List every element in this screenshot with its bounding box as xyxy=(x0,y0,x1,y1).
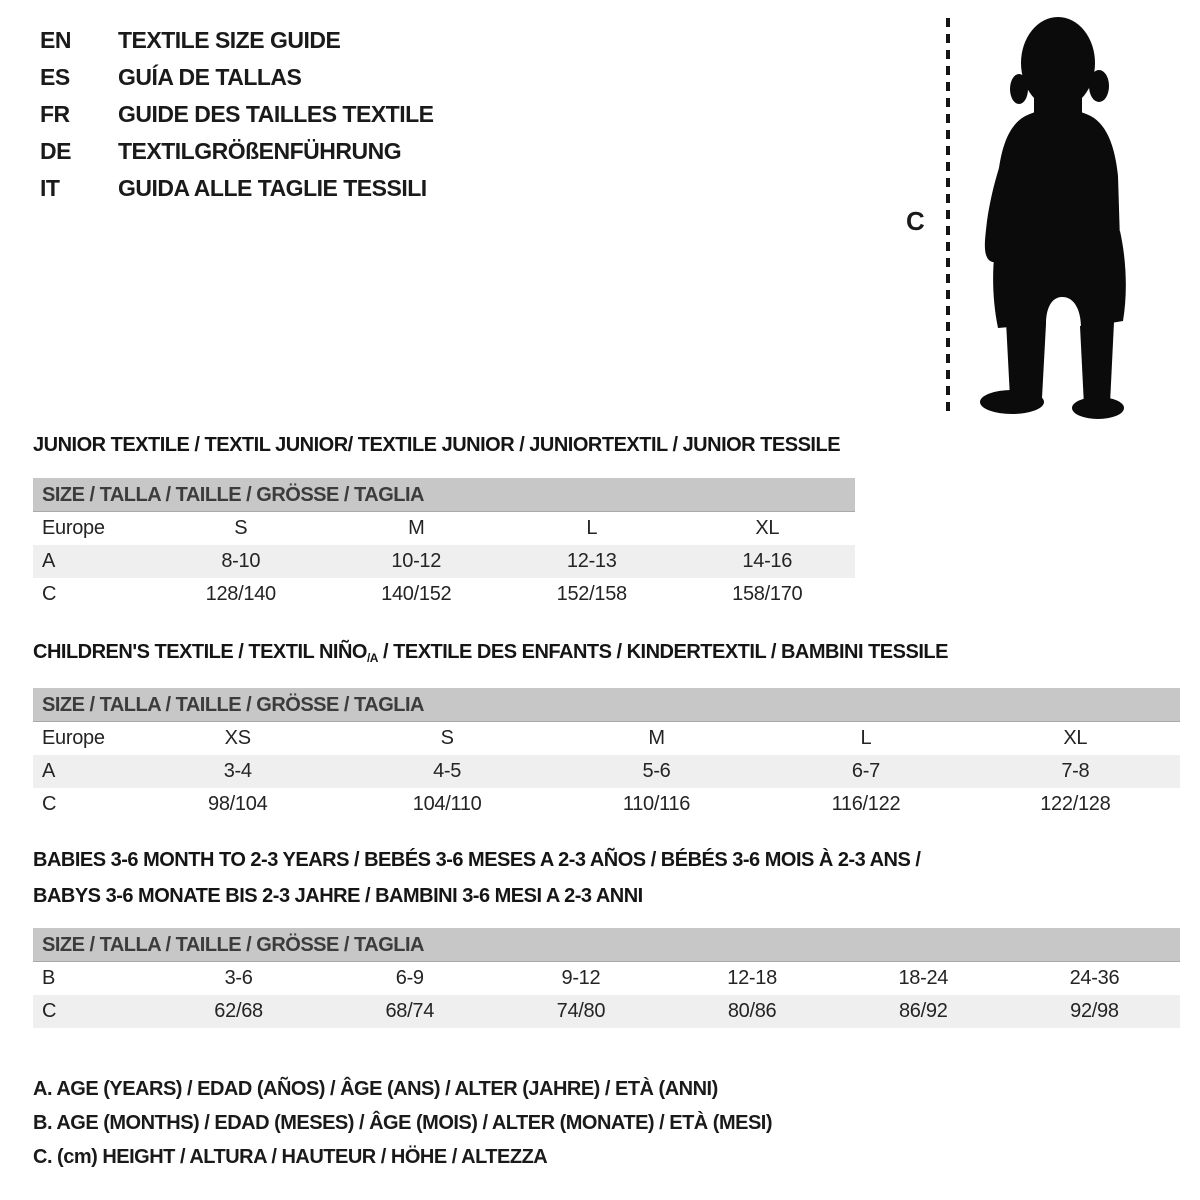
table-row-height xyxy=(33,788,1180,821)
size-cell: XS xyxy=(224,727,251,749)
months-cell: 9-12 xyxy=(561,967,601,989)
age-cell: 10-12 xyxy=(391,550,442,572)
height-cell: 104/110 xyxy=(412,793,482,815)
height-measure-label: C xyxy=(906,206,925,236)
height-dashed-line xyxy=(946,18,950,416)
language-title-list xyxy=(40,22,434,207)
size-cell: L xyxy=(586,517,598,539)
row-label: Europe xyxy=(42,727,105,749)
babies-section-title xyxy=(33,842,920,914)
height-cell: 86/92 xyxy=(898,1000,948,1022)
lang-title: GUÍA DE TALLAS xyxy=(118,64,302,90)
row-label: A xyxy=(42,550,56,572)
age-cell: 3-4 xyxy=(223,760,252,782)
table-row-europe xyxy=(33,512,855,545)
age-cell: 7-8 xyxy=(1061,760,1090,782)
height-cell: 110/116 xyxy=(622,793,691,815)
lang-code: DE xyxy=(40,138,71,164)
height-cell: 128/140 xyxy=(205,583,276,605)
lang-code: ES xyxy=(40,64,70,90)
size-header-band: SIZE / TALLA / TAILLE / GRÖSSE / TAGLIA xyxy=(33,928,1180,962)
height-cell: 140/152 xyxy=(381,583,452,605)
children-size-table xyxy=(33,688,1180,821)
size-cell: M xyxy=(648,727,665,749)
row-label: C xyxy=(42,793,57,815)
size-header-band: SIZE / TALLA / TAILLE / GRÖSSE / TAGLIA xyxy=(33,478,855,512)
size-cell: XL xyxy=(1063,727,1088,749)
height-cell: 122/128 xyxy=(1040,793,1111,815)
row-label: Europe xyxy=(42,517,105,539)
row-label: C xyxy=(42,1000,57,1022)
row-label: A xyxy=(42,760,56,782)
lang-title: GUIDE DES TAILLES TEXTILE xyxy=(118,101,434,127)
babies-title-line2: BABYS 3-6 MONATE BIS 2-3 JAHRE / BAMBINI 3-6 MESI A 2-3 ANNI xyxy=(33,885,643,907)
age-cell: 12-13 xyxy=(566,550,617,572)
height-cell: 92/98 xyxy=(1070,1000,1119,1022)
months-cell: 3-6 xyxy=(224,967,253,989)
children-section-title xyxy=(33,641,948,665)
height-cell: 158/170 xyxy=(732,583,803,605)
table-row-europe xyxy=(33,722,1180,755)
height-cell: 98/104 xyxy=(208,793,268,815)
age-cell: 6-7 xyxy=(851,760,880,782)
toddler-silhouette-icon xyxy=(962,6,1152,421)
age-cell: 8-10 xyxy=(221,550,261,572)
lang-title: TEXTILGRÖßENFÜHRUNG xyxy=(118,138,402,164)
babies-size-table xyxy=(33,928,1180,1028)
children-title-main: CHILDREN'S TEXTILE / TEXTIL NIÑO xyxy=(33,641,367,663)
legend-line-a: A. AGE (YEARS) / EDAD (AÑOS) / ÂGE (ANS) / ALTER (JAHRE) / ETÀ (ANNI) xyxy=(33,1078,718,1100)
table-row-months xyxy=(33,962,1180,995)
age-cell: 5-6 xyxy=(642,760,671,782)
table-row-age xyxy=(33,545,855,578)
height-cell: 116/122 xyxy=(831,793,901,815)
height-cell: 62/68 xyxy=(214,1000,263,1022)
junior-size-table xyxy=(33,478,855,611)
lang-code: FR xyxy=(40,101,70,127)
lang-title: TEXTILE SIZE GUIDE xyxy=(118,27,341,53)
height-cell: 68/74 xyxy=(385,1000,435,1022)
junior-section-title: JUNIOR TEXTILE / TEXTIL JUNIOR/ TEXTILE JUNIOR / JUNIORTEXTIL / JUNIOR TESSILE xyxy=(33,434,841,456)
lang-title: GUIDA ALLE TAGLIE TESSILI xyxy=(118,175,427,201)
babies-title-line1: BABIES 3-6 MONTH TO 2-3 YEARS / BEBÉS 3-6 MESES A 2-3 AÑOS / BÉBÉS 3-6 MOIS À 2-3 ANS / xyxy=(33,849,921,871)
months-cell: 24-36 xyxy=(1069,967,1120,989)
age-cell: 4-5 xyxy=(433,760,462,782)
size-cell: XL xyxy=(755,517,780,539)
height-cell: 152/158 xyxy=(556,583,627,605)
legend-line-b: B. AGE (MONTHS) / EDAD (MESES) / ÂGE (MOIS) / ALTER (MONATE) / ETÀ (MESI) xyxy=(33,1112,773,1134)
lang-row-it xyxy=(40,170,434,207)
lang-code: IT xyxy=(40,175,60,201)
lang-row-es xyxy=(40,59,434,96)
height-cell: 80/86 xyxy=(727,1000,777,1022)
months-cell: 12-18 xyxy=(727,967,777,989)
size-cell: S xyxy=(440,727,454,749)
row-label: C xyxy=(42,583,57,605)
children-title-subscript: /A xyxy=(366,651,378,665)
table-row-height xyxy=(33,995,1180,1028)
months-cell: 6-9 xyxy=(395,967,424,989)
children-title-rest: / TEXTILE DES ENFANTS / KINDERTEXTIL / BAMBINI TESSILE xyxy=(377,641,948,663)
height-cell: 74/80 xyxy=(556,1000,606,1022)
legend-line-c: C. (cm) HEIGHT / ALTURA / HAUTEUR / HÖHE / ALTEZZA xyxy=(33,1146,548,1168)
age-cell: 14-16 xyxy=(742,550,793,572)
lang-code: EN xyxy=(40,27,71,53)
lang-row-fr xyxy=(40,96,434,133)
size-cell: M xyxy=(408,517,425,539)
size-header-band: SIZE / TALLA / TAILLE / GRÖSSE / TAGLIA xyxy=(33,688,1180,722)
lang-row-de xyxy=(40,133,434,170)
measure-legend xyxy=(33,1072,772,1174)
size-cell: S xyxy=(234,517,248,539)
row-label: B xyxy=(42,967,56,989)
lang-row-en xyxy=(40,22,434,59)
months-cell: 18-24 xyxy=(898,967,949,989)
size-cell: L xyxy=(860,727,872,749)
table-row-height xyxy=(33,578,855,611)
table-row-age xyxy=(33,755,1180,788)
